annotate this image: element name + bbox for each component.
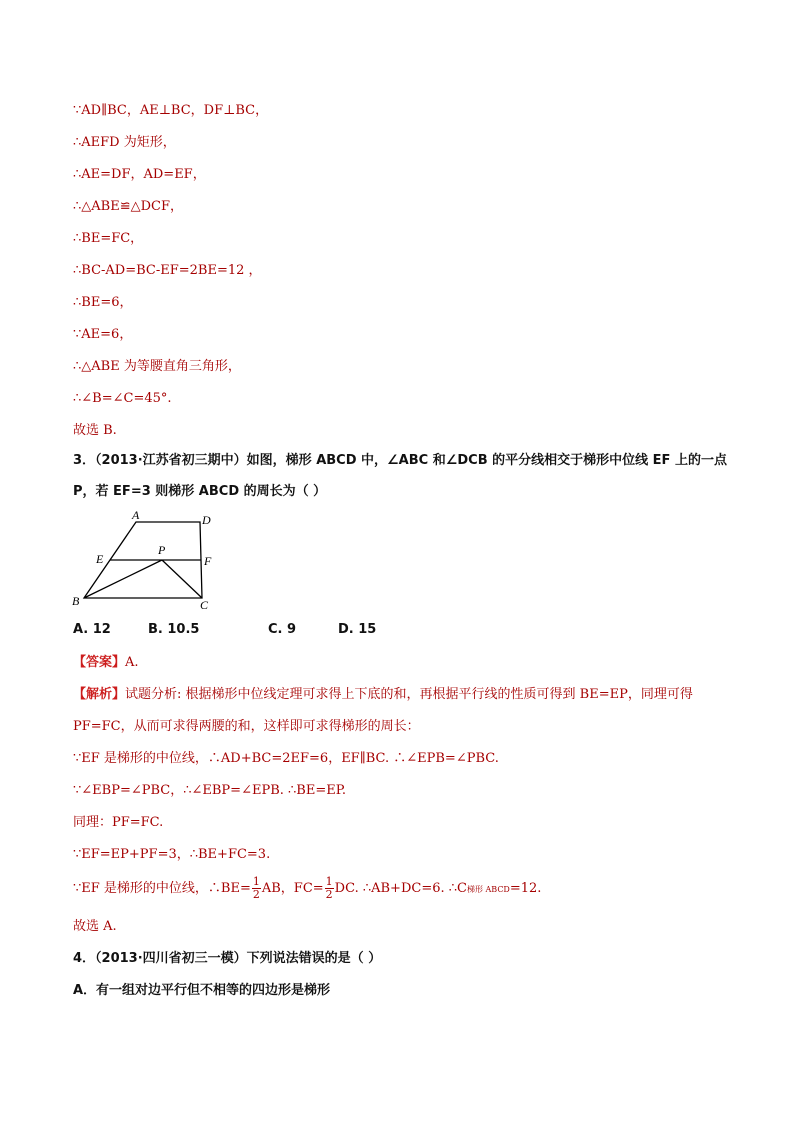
step-4: ∵EF=EP+PF=3，∴BE+FC=3. <box>73 847 271 862</box>
solution-line-2: ∴AEFD 为矩形， <box>73 135 176 150</box>
answer-line <box>73 654 754 672</box>
fraction-half-1 <box>252 876 261 901</box>
solution-conclusion: 故选 B. <box>73 423 117 438</box>
label-c: C <box>200 598 209 612</box>
step-5 <box>73 876 754 903</box>
step-5-part-b: AB，FC= <box>261 881 324 896</box>
solution-line-1: ∵AD∥BC，AE⊥BC，DF⊥BC， <box>73 103 269 118</box>
solution-line-3: ∴AE=DF，AD=EF， <box>73 167 206 182</box>
fraction-1-numerator: 1 <box>252 875 260 888</box>
solution-line-7: ∴BE=6， <box>73 295 133 310</box>
answer-value: A. <box>125 655 139 670</box>
option-c: C. 9 <box>268 622 297 637</box>
question-3-line-2: P，若 EF=3 则梯形 ABCD 的周长为（ ） <box>73 484 327 499</box>
label-b: B <box>72 594 80 608</box>
step-5-part-d: =12. <box>509 881 542 896</box>
fraction-2-denominator: 2 <box>325 888 333 901</box>
step-5-subscript: 梯形 ABCD <box>466 885 510 894</box>
question-3-line-1: 3．（2013·江苏省初三期中）如图，梯形 ABCD 中，∠ABC 和∠DCB 的平分线相交于梯形中位线 EF 上的一点 <box>73 453 727 468</box>
question-4-line-1: 4．（2013·四川省初三一模）下列说法错误的是（ ） <box>73 951 382 966</box>
step-2: ∵∠EBP=∠PBC，∴∠EBP=∠EPB. ∴BE=EP. <box>73 783 346 798</box>
analysis-text-1: 试题分析: 根据梯形中位线定理可求得上下底的和，再根据平行线的性质可得到 BE=EP，同理可得 <box>125 687 693 702</box>
question-4-option-a: A．有一组对边平行但不相等的四边形是梯形 <box>73 983 331 998</box>
solution-line-8: ∵AE=6， <box>73 327 133 342</box>
solution-line-9: ∴△ABE 为等腰直角三角形， <box>73 359 241 374</box>
label-p: P <box>158 543 166 557</box>
solution-line-4: ∴△ABE≌△DCF， <box>73 199 183 214</box>
fraction-1-denominator: 2 <box>252 888 260 901</box>
label-a: A <box>132 510 140 522</box>
label-e: E <box>96 552 104 566</box>
answer-tag: 【答案】 <box>73 655 126 670</box>
solution-line-10: ∴∠B=∠C=45°. <box>73 391 172 406</box>
trapezoid-figure <box>70 510 220 615</box>
option-b: B. 10.5 <box>148 622 200 637</box>
conclusion: 故选 A. <box>73 919 117 934</box>
option-a: A. 12 <box>73 622 111 637</box>
step-5-part-c: DC. ∴AB+DC=6. ∴C <box>334 881 467 896</box>
label-f: F <box>204 554 212 568</box>
bisector-cp <box>162 560 202 598</box>
solution-line-6: ∴BC-AD=BC-EF=2BE=12 ， <box>73 263 262 278</box>
analysis-tag: 【解析】 <box>73 687 126 702</box>
analysis-line-1 <box>73 686 754 704</box>
solution-line-5: ∴BE=FC， <box>73 231 144 246</box>
label-d: D <box>202 513 211 527</box>
step-3: 同理：PF=FC. <box>73 815 164 830</box>
step-1: ∵EF 是梯形的中位线，∴AD+BC=2EF=6，EF∥BC. ∴∠EPB=∠PBC. <box>73 751 499 766</box>
step-5-part-a: ∵EF 是梯形的中位线，∴BE= <box>73 881 251 896</box>
fraction-half-2 <box>325 876 334 901</box>
fraction-2-numerator: 1 <box>325 875 333 888</box>
analysis-line-2: PF=FC，从而可求得两腰的和，这样即可求得梯形的周长： <box>73 719 420 734</box>
option-d: D. 15 <box>338 622 377 637</box>
